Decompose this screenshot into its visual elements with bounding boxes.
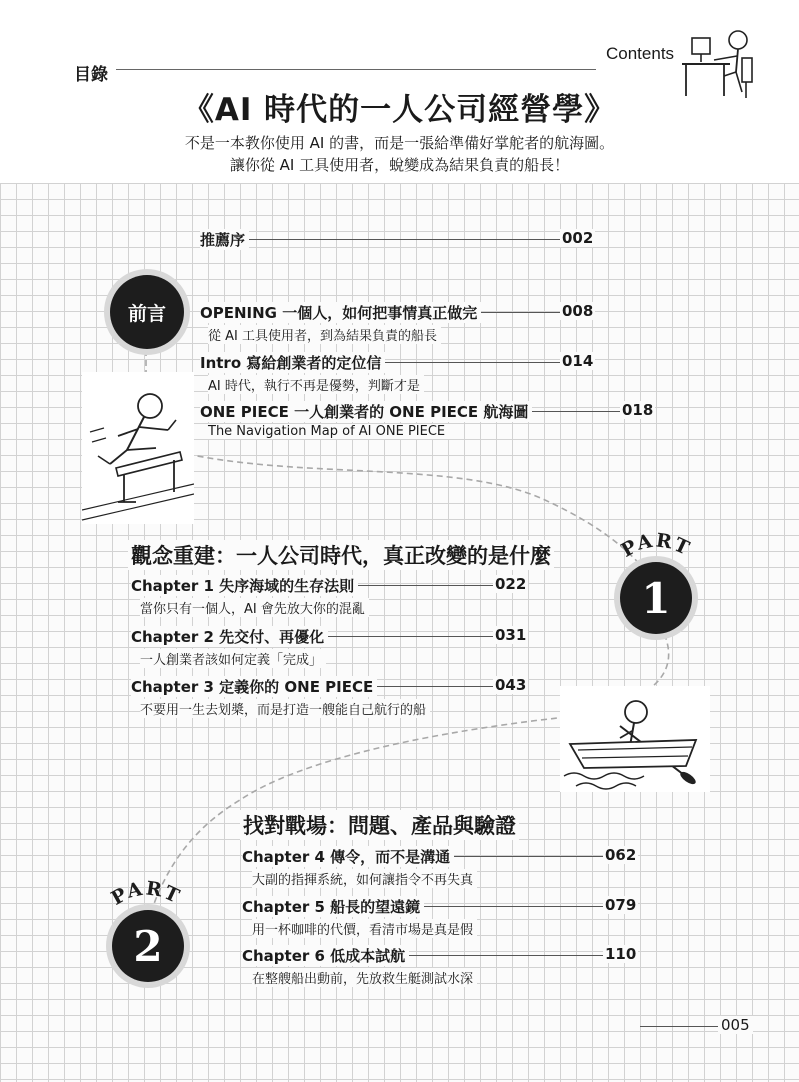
page-number: 043 [495, 676, 527, 694]
page-number: 022 [495, 575, 527, 593]
folio-rule [640, 1026, 720, 1027]
page-number: 079 [605, 896, 637, 914]
toc-entry-title: Intro 寫給創業者的定位信 [200, 352, 385, 373]
page-folio: 005 [718, 1016, 753, 1034]
preface-badge: 前言 [110, 275, 184, 349]
toc-entry-subtitle: AI 時代，執行不再是優勢，判斷才是 [208, 375, 424, 394]
toc-entry-subtitle: The Navigation Map of AI ONE PIECE [208, 424, 449, 439]
toc-entry-title: Chapter 3 定義你的 ONE PIECE [131, 676, 377, 697]
toc-entry-subtitle: 不要用一生去划槳，而是打造一艘能自己航行的船 [140, 699, 430, 718]
toc-entry-subtitle: 在整艘船出動前，先放救生艇測試水深 [252, 968, 477, 987]
page-number: 110 [605, 945, 637, 963]
header-rule [116, 69, 596, 70]
toc-entry-subtitle: 大副的指揮系統，如何讓指令不再失真 [252, 869, 477, 888]
book-subtitle-line-2: 讓你從 AI 工具使用者，蛻變成為結果負責的船長！ [229, 156, 570, 174]
book-title: 《AI 時代的一人公司經營學》 [182, 92, 617, 128]
page-number: 008 [562, 302, 594, 320]
toc-entry-title: OPENING 一個人，如何把事情真正做完 [200, 302, 481, 323]
toc-entry-subtitle: 一人創業者該如何定義「完成」 [140, 649, 326, 668]
part-2-title: 找對戰場：問題、產品與驗證 [240, 810, 519, 840]
svg-text:PART: PART [107, 877, 185, 910]
rowing-boat-illustration [560, 686, 710, 792]
toc-entry-subtitle: 當你只有一個人，AI 會先放大你的混亂 [140, 598, 369, 617]
toc-entry-subtitle: 從 AI 工具使用者，到為結果負責的船長 [208, 325, 441, 344]
toc-label: 目錄 [74, 65, 108, 85]
toc-entry-title: Chapter 6 低成本試航 [242, 945, 409, 966]
contents-label: Contents [606, 44, 675, 63]
svg-text:PART: PART [617, 529, 695, 562]
hurdle-runner-illustration [82, 372, 194, 524]
toc-entry-title: ONE PIECE 一人創業者的 ONE PIECE 航海圖 [200, 401, 532, 422]
page-number: 014 [562, 352, 594, 370]
part-1-title: 觀念重建：一人公司時代，真正改變的是什麼 [128, 540, 554, 570]
toc-entry-title: Chapter 5 船長的望遠鏡 [242, 896, 424, 917]
leader-line [205, 239, 560, 240]
book-subtitle-line-1: 不是一本教你使用 AI 的書，而是一張給準備好掌舵者的航海圖。 [184, 134, 615, 152]
toc-entry-subtitle: 用一杯咖啡的代價，看清市場是真是假 [252, 919, 477, 938]
page-number: 031 [495, 626, 527, 644]
page-number: 018 [622, 401, 654, 419]
toc-entry-title: Chapter 1 失序海域的生存法則 [131, 575, 358, 596]
part-1-badge: 1 [620, 562, 692, 634]
toc-entry-title: 推薦序 [200, 229, 249, 250]
toc-entry-title: Chapter 2 先交付、再優化 [131, 626, 328, 647]
page-number: 062 [605, 846, 637, 864]
part-2-badge: 2 [112, 910, 184, 982]
page-number: 002 [562, 229, 594, 247]
toc-entry-title: Chapter 4 傳令，而不是溝通 [242, 846, 454, 867]
